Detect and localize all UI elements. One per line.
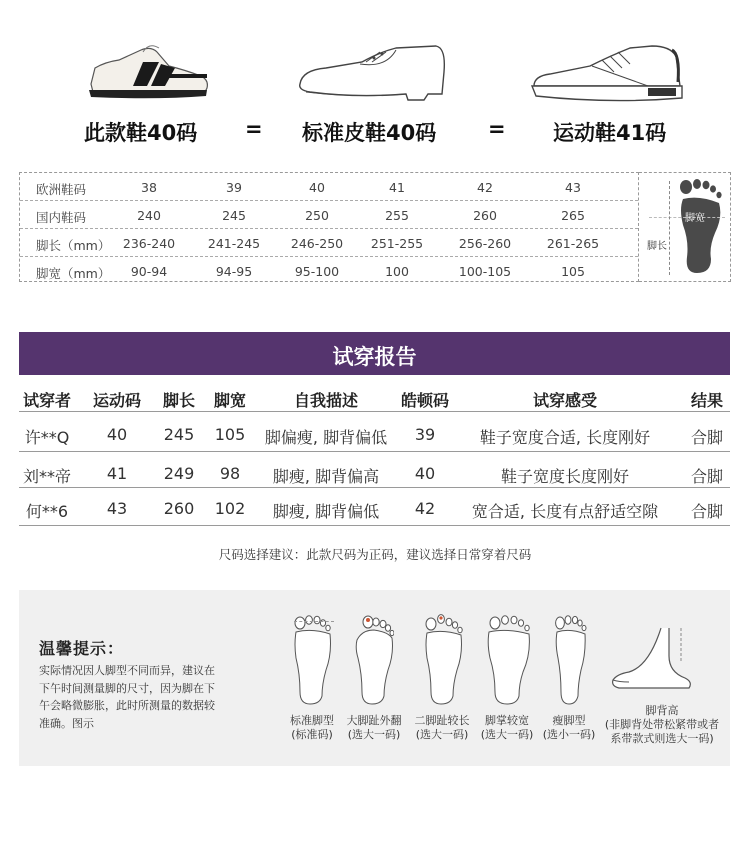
- size-cell: 100: [385, 264, 409, 279]
- size-cell: 250: [305, 208, 329, 223]
- row-divider: [20, 228, 638, 229]
- leather-shoe-icon: [296, 42, 448, 108]
- size-cell: 261-265: [546, 236, 600, 251]
- size-row-eu: [20, 174, 638, 201]
- cell-foot-width: 102: [214, 499, 246, 518]
- wide-foot-icon: [487, 614, 531, 706]
- size-cell: 255: [385, 208, 409, 223]
- foot-type-caption: [543, 714, 596, 742]
- foot-type-name: 二脚趾较长: [414, 714, 470, 727]
- size-cell: 260: [473, 208, 497, 223]
- table-divider: [19, 487, 730, 488]
- long-second-toe-foot-icon: [423, 614, 463, 706]
- cell-result: 合脚: [690, 428, 724, 447]
- instep-caption: [605, 704, 719, 746]
- foot-type-name: 脚背高: [645, 704, 679, 717]
- foot-type-caption: [415, 714, 470, 742]
- comparison-label-sports-shoe: 运动鞋41码: [553, 121, 667, 145]
- row-label: 欧洲鞋码: [36, 182, 87, 197]
- cell-foot-width: 98: [219, 464, 241, 483]
- row-label: 国内鞋码: [36, 210, 87, 225]
- cell-self-description: 脚瘦, 脚背偏低: [272, 502, 380, 521]
- cell-foot-width: 105: [214, 425, 246, 444]
- size-cell: 245: [222, 208, 246, 223]
- standard-foot-icon: [292, 614, 332, 706]
- report-title: 试穿报告: [332, 345, 417, 369]
- cell-brand-size: 39: [414, 425, 436, 444]
- foot-type-advice: 系带款式则选大一码): [610, 732, 714, 745]
- foot-type-caption: [481, 714, 534, 742]
- cell-tester: 刘**帝: [22, 467, 72, 486]
- size-row-cn: [20, 202, 638, 229]
- table-divider: [19, 525, 730, 526]
- cell-self-description: 脚瘦, 脚背偏高: [272, 467, 380, 486]
- comparison-label-leather-shoe: 标准皮鞋40码: [302, 121, 437, 145]
- size-row-foot-width: [20, 258, 638, 285]
- size-cell: 246-250: [290, 236, 344, 251]
- size-chart: [19, 172, 639, 282]
- size-comparison: [0, 0, 750, 160]
- cell-result: 合脚: [690, 502, 724, 521]
- col-header-brand-size: 皓顿码: [400, 391, 450, 410]
- cell-tester: 何**6: [25, 502, 69, 521]
- size-cell: 90-94: [130, 264, 168, 279]
- sneaker-icon: [85, 40, 213, 102]
- table-divider: [19, 411, 730, 412]
- tips-title: 温馨提示：: [39, 639, 125, 658]
- table-divider: [19, 451, 730, 452]
- col-header-feeling: 试穿感受: [532, 391, 598, 410]
- foot-width-label: 脚宽: [685, 213, 705, 224]
- size-cell: 41: [389, 180, 405, 195]
- foot-length-label: 脚长: [647, 241, 667, 252]
- size-cell: 38: [141, 180, 157, 195]
- size-cell: 100-105: [458, 264, 512, 279]
- row-label: 脚长（mm）: [36, 238, 111, 253]
- size-cell: 236-240: [122, 236, 176, 251]
- size-cell: 240: [137, 208, 161, 223]
- cell-foot-length: 260: [163, 499, 195, 518]
- size-cell: 94-95: [215, 264, 253, 279]
- foot-type-name: 瘦脚型: [552, 714, 586, 727]
- foot-type-advice: (选大一码): [480, 728, 534, 741]
- cell-foot-length: 249: [163, 464, 195, 483]
- foot-type-name: 脚掌较宽: [485, 714, 529, 727]
- foot-type-caption: [347, 714, 402, 742]
- foot-type-caption: [290, 714, 334, 742]
- cell-result: 合脚: [690, 467, 724, 486]
- tips-body: 实际情况因人脚型不同而异，建议在下午时间测量脚的尺寸，因为脚在下午会略微膨胀，此时所测量的数据较准确。图示: [39, 664, 215, 730]
- size-cell: 265: [561, 208, 585, 223]
- col-header-tester: 试穿者: [22, 391, 72, 410]
- col-header-result: 结果: [690, 391, 724, 410]
- col-header-self-description: 自我描述: [293, 391, 359, 410]
- length-measure-line: [669, 181, 670, 275]
- size-cell: 256-260: [458, 236, 512, 251]
- row-divider: [20, 200, 638, 201]
- col-header-foot-width: 脚宽: [213, 391, 247, 410]
- cell-sport-size: 41: [106, 464, 128, 483]
- high-instep-foot-icon: [609, 626, 701, 696]
- col-header-foot-length: 脚长: [162, 391, 196, 410]
- size-cell: 95-100: [294, 264, 340, 279]
- size-cell: 40: [309, 180, 325, 195]
- foot-type-advice: (非脚背处带松紧带或者: [604, 718, 720, 731]
- foot-type-name: 标准脚型: [290, 714, 334, 727]
- foot-type-advice: (选大一码): [415, 728, 469, 741]
- size-cell: 105: [561, 264, 585, 279]
- equals-sign: =: [245, 117, 263, 141]
- tips-panel: [19, 590, 730, 766]
- bunion-foot-icon: [354, 614, 394, 706]
- cell-sport-size: 40: [106, 425, 128, 444]
- cell-foot-length: 245: [163, 425, 195, 444]
- foot-type-advice: (选大一码): [347, 728, 401, 741]
- col-header-sport-size: 运动码: [92, 391, 142, 410]
- size-cell: 39: [226, 180, 242, 195]
- foot-measure-diagram: [639, 172, 731, 282]
- size-cell: 251-255: [370, 236, 424, 251]
- size-cell: 43: [565, 180, 581, 195]
- comparison-label-this-shoe: 此款鞋40码: [84, 121, 198, 145]
- cell-sport-size: 43: [106, 499, 128, 518]
- cell-self-description: 脚偏瘦, 脚背偏低: [264, 428, 388, 447]
- size-cell: 241-245: [207, 236, 261, 251]
- row-label: 脚宽（mm）: [36, 266, 111, 281]
- cell-feeling: 鞋子宽度合适, 长度刚好: [479, 428, 651, 447]
- cell-brand-size: 42: [414, 499, 436, 518]
- cell-feeling: 宽合适, 长度有点舒适空隙: [471, 502, 659, 521]
- row-divider: [20, 256, 638, 257]
- footprint-icon: [675, 177, 725, 277]
- report-header-bar: [19, 332, 730, 375]
- cell-brand-size: 40: [414, 464, 436, 483]
- size-row-foot-length: [20, 230, 638, 257]
- size-advice: 尺码选择建议：此款尺码为正码，建议选择日常穿着尺码: [218, 547, 532, 562]
- foot-type-advice: (标准码): [291, 728, 333, 741]
- equals-sign: =: [488, 117, 506, 141]
- running-shoe-icon: [530, 42, 686, 106]
- size-cell: 42: [477, 180, 493, 195]
- foot-type-name: 大脚趾外翻: [346, 714, 402, 727]
- toe-guide-line: [294, 621, 334, 622]
- cell-tester: 许**Q: [24, 428, 70, 447]
- foot-type-advice: (选小一码): [542, 728, 596, 741]
- slim-foot-icon: [552, 614, 588, 706]
- cell-feeling: 鞋子宽度长度刚好: [500, 467, 630, 486]
